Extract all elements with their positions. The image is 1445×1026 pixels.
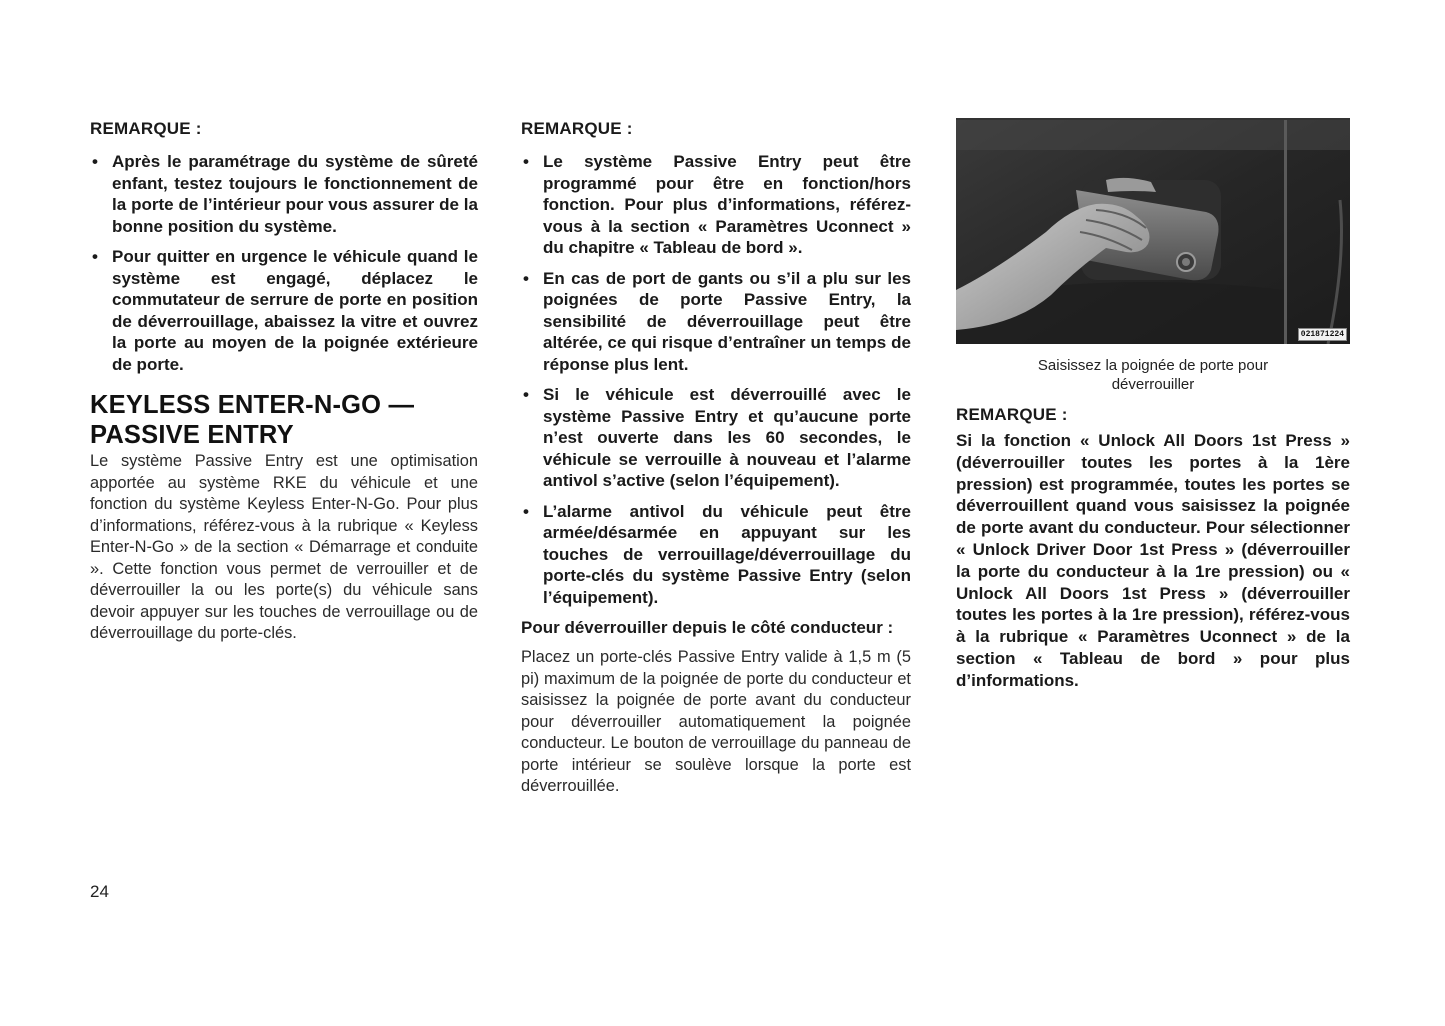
bullet-item: • Après le paramétrage du système de sûreté enfant, testez toujours le fonctionnement de la porte de l’intérieur pour vous assurer de la bonne position du système. xyxy=(90,151,478,237)
caption-line-2: déverrouiller xyxy=(1111,376,1195,393)
middle-column xyxy=(521,118,911,798)
bullet-item: • Pour quitter en urgence le véhicule quand le système est engagé, déplacez le commutateur de serrure de porte en position de déverrouillage, abaissez la vitre et ouvrez la porte au moyen de la poignée extérieure de porte. xyxy=(90,246,478,375)
caption-line-1: Saisissez la poignée de porte pour xyxy=(1037,357,1269,374)
note-label: REMARQUE : xyxy=(90,119,202,138)
right-column xyxy=(956,118,1350,692)
section-heading xyxy=(90,390,478,450)
bullet-item: • En cas de port de gants ou s’il a plu sur les poignées de porte Passive Entry, la sensibilité de déverrouillage peut être altérée, ce qui risque d’entraîner un temps de réponse plus lent. xyxy=(521,268,911,376)
section-body-paragraph: Le système Passive Entry est une optimisation apportée au système RKE du véhicule et une fonction du système Keyless Enter-N-Go. Pour plus d’informations, référez-vous à la rubrique « Keyless Enter-N-Go » de la section « Démarrage et conduite ». Cette fonction vous permet de verrouiller et de déverrouiller la ou les porte(s) du véhicule sans devoir appuyer sur les touches de verrouillage ou de déverrouillage du porte-clés. xyxy=(90,452,478,642)
note-paragraph: Si la fonction « Unlock All Doors 1st Press » (déverrouiller toutes les portes à la 1ère pression) est programmée, toutes les portes se déverrouillent quand vous saisissez la poignée de porte avant du conducteur. Pour sélectionner « Unlock Driver Door 1st Press » (déverrouiller la porte du conducteur à la 1re pression) ou « Unlock All Doors 1st Press » (déverrouiller toutes les portes à la 1re pression), référez-vous à la rubrique « Paramètres Uconnect » de la section « Tableau de bord » pour plus d’informations. xyxy=(956,431,1350,690)
heading-line-2: PASSIVE ENTRY xyxy=(90,421,294,449)
left-column xyxy=(90,118,478,645)
note-bullet-list xyxy=(90,151,478,375)
heading-line-1: KEYLESS ENTER-N-GO — xyxy=(90,391,415,419)
figure-code-label: 021871224 xyxy=(1298,328,1347,341)
instruction-paragraph: Placez un porte-clés Passive Entry valide à 1,5 m (5 pi) maximum de la poignée de porte du conducteur et saisissez la poignée de porte avant du conducteur pour déverrouiller automatiquement la poignée conducteur. Le bouton de verrouillage du panneau de porte intérieur se soulève lorsque la porte est déverrouillée. xyxy=(521,648,911,795)
bullet-item: • Si le véhicule est déverrouillé avec le système Passive Entry et qu’aucune porte n’est ouverte dans les 60 secondes, le véhicule se verrouille à nouveau et l’alarme antivol s’active (selon l’équipement). xyxy=(521,384,911,492)
bullet-item: • L’alarme antivol du véhicule peut être armée/désarmée en appuyant sur les touches de verrouillage/déverrouillage du porte-clés du système Passive Entry (selon l’équipement). xyxy=(521,501,911,609)
subheading: Pour déverrouiller depuis le côté conducteur : xyxy=(521,618,894,637)
figure-caption xyxy=(956,356,1350,394)
hand-on-door-handle-illustration xyxy=(956,120,1350,344)
page-number: 24 xyxy=(90,882,109,901)
note-label: REMARQUE : xyxy=(521,119,633,138)
note-bullet-list xyxy=(521,151,911,608)
note-label: REMARQUE : xyxy=(956,405,1068,424)
bullet-item: • Le système Passive Entry peut être programmé pour être en fonction/hors fonction. Pour plus d’informations, référez-vous à la section « Paramètres Uconnect » du chapitre « Tableau de bord ». xyxy=(521,151,911,259)
door-handle-photo xyxy=(956,118,1350,344)
